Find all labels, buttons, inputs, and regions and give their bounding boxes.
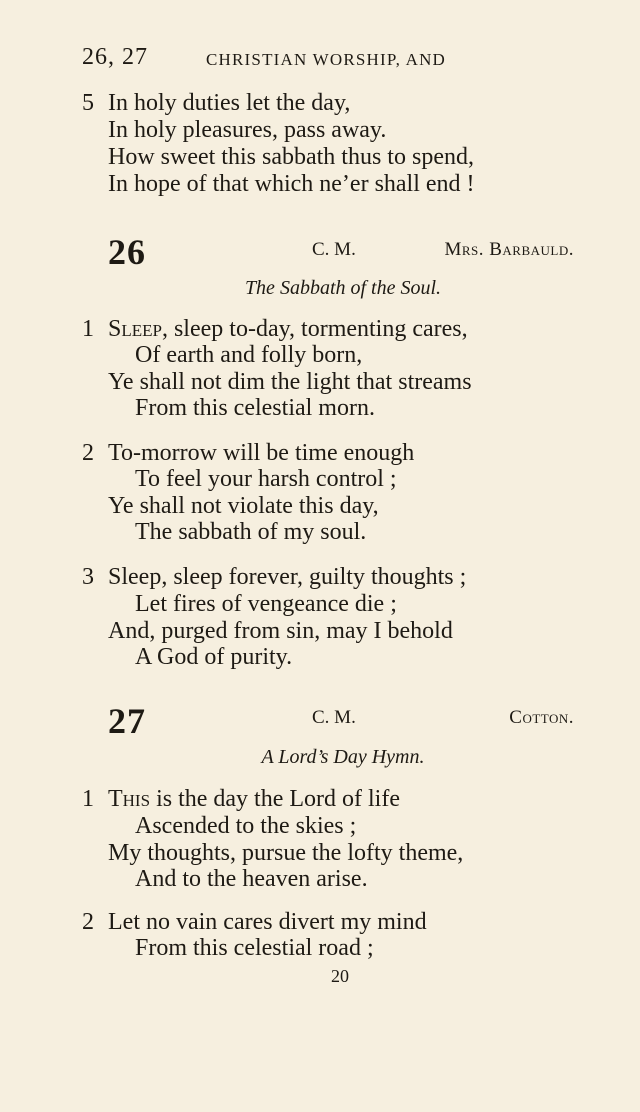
verse-line: To-morrow will be time enough [108, 440, 415, 466]
running-title: CHRISTIAN WORSHIP, AND [206, 50, 447, 69]
verse-line: How sweet this sabbath thus to spend, [108, 144, 474, 170]
hymn-meter: C. M. [312, 707, 356, 728]
page-folio: 20 [331, 966, 349, 986]
hymn-meter: C. M. [312, 239, 356, 260]
verse-line: Ye shall not dim the light that streams [108, 369, 472, 395]
verse-line: Let no vain cares divert my mind [108, 909, 427, 935]
verse-line: And to the heaven arise. [135, 866, 368, 892]
verse-line: Sleep, sleep forever, guilty thoughts ; [108, 564, 467, 590]
hymn-title: A Lord’s Day Hymn. [261, 746, 425, 768]
hymn-author: Cotton. [509, 707, 574, 728]
verse-line: And, purged from sin, may I behold [108, 618, 453, 644]
hymn-number: 27 [108, 701, 146, 741]
running-header [82, 44, 576, 74]
verse-line: To feel your harsh control ; [135, 466, 397, 492]
verse-line: In holy pleasures, pass away. [108, 117, 387, 143]
first-word: This [108, 786, 151, 812]
stanza-number: 2 [82, 909, 94, 935]
hymn-number: 26 [108, 232, 146, 272]
verse-line: In holy duties let the day, [108, 90, 351, 116]
verse-line: Ye shall not violate this day, [108, 493, 379, 519]
page-numbers: 26, 27 [82, 44, 148, 70]
verse-line: My thoughts, pursue the lofty theme, [108, 840, 464, 866]
verse-line: In hope of that which ne’er shall end ! [108, 171, 475, 197]
verse-line: Of earth and folly born, [135, 342, 363, 368]
verse-line: This is the day the Lord of life [108, 786, 400, 812]
verse-line: Let fires of vengeance die ; [135, 591, 397, 617]
verse-line: The sabbath of my soul. [135, 519, 367, 545]
stanza-number: 2 [82, 440, 94, 466]
hymn-author: Mrs. Barbauld. [444, 239, 574, 260]
first-word: Sleep, [108, 316, 168, 342]
stanza-number: 3 [82, 564, 94, 590]
verse-line: From this celestial road ; [135, 935, 374, 961]
verse-line: Ascended to the skies ; [135, 813, 357, 839]
stanza-number: 1 [82, 786, 94, 812]
stanza-number: 1 [82, 316, 94, 342]
stanza-number: 5 [82, 90, 94, 116]
verse-line: A God of purity. [135, 644, 293, 670]
verse-line: From this celestial morn. [135, 395, 375, 421]
verse-line: Sleep, sleep to-day, tormenting cares, [108, 316, 468, 342]
hymn-title: The Sabbath of the Soul. [244, 277, 442, 299]
